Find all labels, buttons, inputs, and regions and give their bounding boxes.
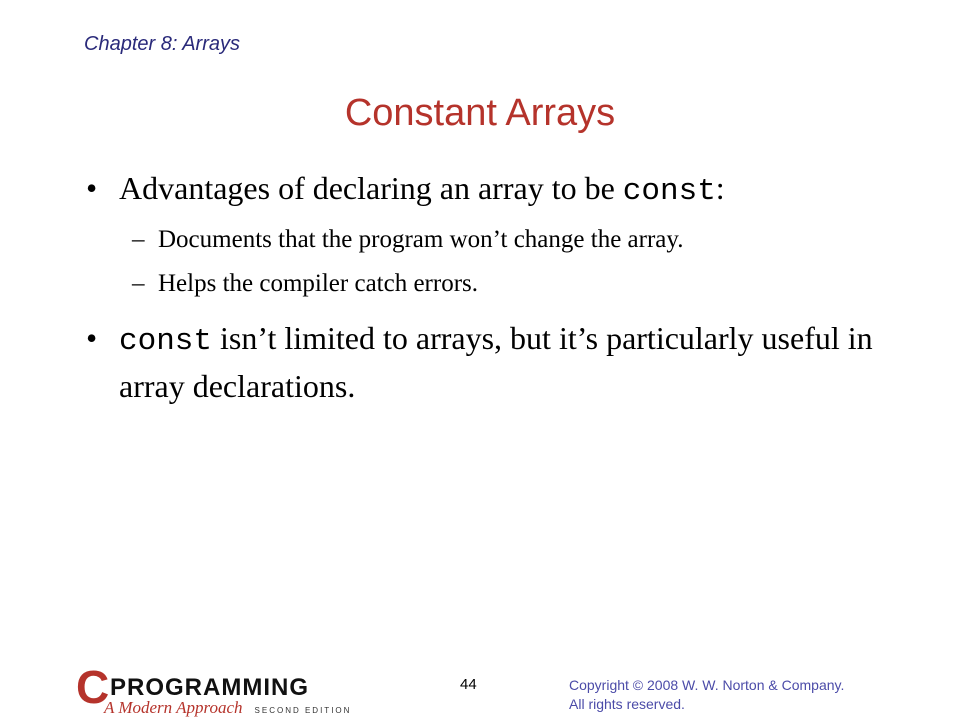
sub-bullet-compiler [132,268,478,300]
sub-bullet-text: Documents that the program won’t change the array. [158,226,684,253]
sub-bullet-documents [132,224,684,256]
bullet-marker: • [86,320,98,356]
bullet-text-after: : [715,170,725,206]
copyright-line2: All rights reserved. [569,696,685,712]
logo-subtitle [104,698,351,718]
bullet-const-usage [86,316,886,408]
code-const: const [119,324,213,359]
sub-bullet-marker: – [132,270,145,297]
logo-wordmark: PROGRAMMING [110,674,309,701]
bullet-text [119,316,886,408]
bullet-advantages [86,166,886,214]
slide-title: Constant Arrays [344,92,616,134]
logo-subtitle-text: A Modern Approach [104,698,243,717]
chapter-label: Chapter 8: Arrays [84,33,240,55]
logo-c-letter: C [76,661,110,713]
bullet-text [119,166,886,214]
page-number: 44 [460,676,477,693]
sub-bullet-text: Helps the compiler catch errors. [158,270,479,297]
bullet-text-after: isn’t limited to arrays, but it’s particularly useful in array declarations. [119,320,873,404]
logo-edition: SECOND EDITION [254,706,352,715]
copyright-line1: Copyright © 2008 W. W. Norton & Company. [569,677,845,693]
code-const: const [622,174,716,209]
sub-bullet-marker: – [132,226,145,253]
copyright-notice [569,676,844,714]
book-logo [76,661,356,717]
bullet-text-before: Advantages of declaring an array to be [119,170,623,206]
bullet-marker: • [86,170,98,206]
